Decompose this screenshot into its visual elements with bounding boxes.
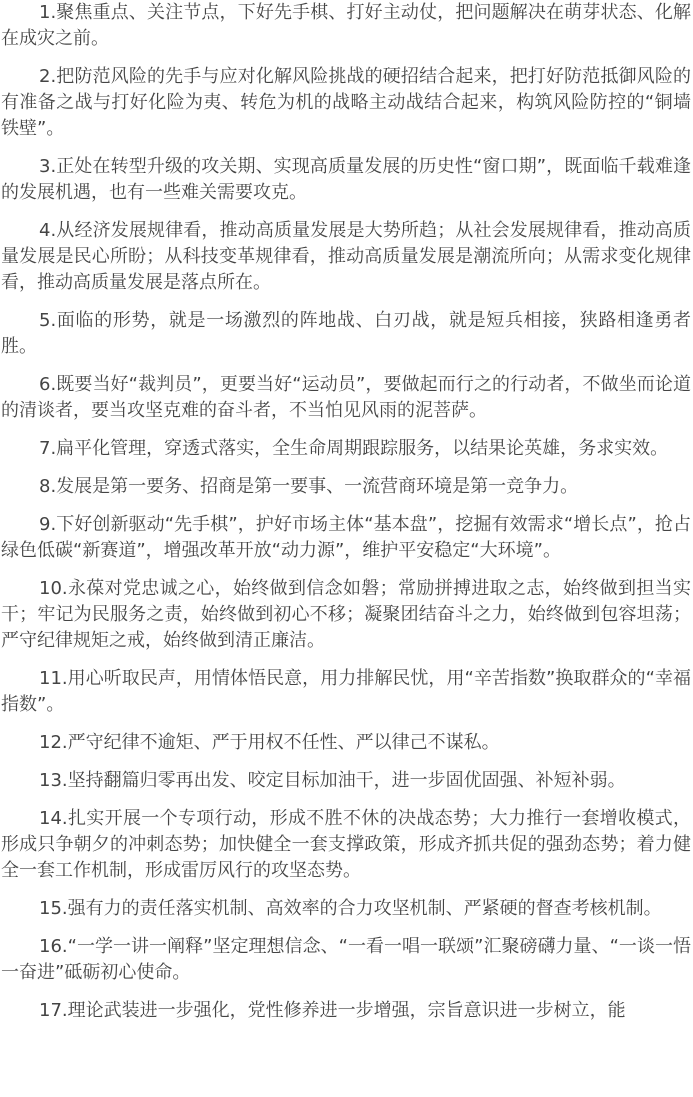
paragraph-3: 3.正处在转型升级的攻关期、实现高质量发展的历史性“窗口期”，既面临千载难逢的发展机遇，也有一些难关需要攻克。 <box>1 156 691 203</box>
paragraph-14: 14.扎实开展一个专项行动，形成不胜不休的决战态势；大力推行一套增收模式，形成只争朝夕的冲刺态势；加快健全一套支撑政策，形成齐抓共促的强劲态势；着力健全一套工作机制，形成雷厉风行的攻坚态势。 <box>1 808 691 881</box>
paragraph-17: 17.理论武装进一步强化，党性修养进一步增强，宗旨意识进一步树立，能 <box>39 1000 626 1021</box>
paragraph-11: 11.用心听取民声，用情体悟民意，用力排解民忧，用“辛苦指数”换取群众的“幸福指数”。 <box>1 668 691 715</box>
paragraph-7: 7.扁平化管理，穿透式落实，全生命周期跟踪服务，以结果论英雄，务求实效。 <box>39 438 669 459</box>
paragraph-6: 6.既要当好“裁判员”，更要当好“运动员”，要做起而行之的行动者，不做坐而论道的清谈者，要当攻坚克难的奋斗者，不当怕见风雨的泥菩萨。 <box>1 374 691 421</box>
paragraph-2: 2.把防范风险的先手与应对化解风险挑战的硬招结合起来，把打好防范抵御风险的有准备之战与打好化险为夷、转危为机的战略主动战结合起来，构筑风险防控的“铜墙铁壁”。 <box>1 66 691 139</box>
paragraph-10: 10.永葆对党忠诚之心，始终做到信念如磐；常励拼搏进取之志，始终做到担当实干；牢记为民服务之责，始终做到初心不移；凝聚团结奋斗之力，始终做到包容坦荡；严守纪律规矩之戒，始终做到清正廉洁。 <box>1 578 691 651</box>
paragraph-5: 5.面临的形势，就是一场激烈的阵地战、白刃战，就是短兵相接，狭路相逢勇者胜。 <box>1 310 691 357</box>
paragraph-13: 13.坚持翻篇归零再出发、咬定目标加油干，进一步固优固强、补短补弱。 <box>39 770 626 791</box>
paragraph-9: 9.下好创新驱动“先手棋”，护好市场主体“基本盘”，挖掘有效需求“增长点”，抢占绿色低碳“新赛道”，增强改革开放“动力源”，维护平安稳定“大环境”。 <box>1 514 691 561</box>
paragraph-4: 4.从经济发展规律看，推动高质量发展是大势所趋；从社会发展规律看，推动高质量发展是民心所盼；从科技变革规律看，推动高质量发展是潮流所向；从需求变化规律看，推动高质量发展是落点所在。 <box>1 220 691 293</box>
paragraph-12: 12.严守纪律不逾矩、严于用权不任性、严以律己不谋私。 <box>39 732 500 753</box>
paragraph-15: 15.强有力的责任落实机制、高效率的合力攻坚机制、严紧硬的督查考核机制。 <box>39 898 662 919</box>
paragraph-8: 8.发展是第一要务、招商是第一要事、一流营商环境是第一竞争力。 <box>39 476 579 497</box>
paragraph-1: 1.聚焦重点、关注节点，下好先手棋、打好主动仗，把问题解决在萌芽状态、化解在成灾之前。 <box>1 2 691 49</box>
paragraph-16: 16.“一学一讲一阐释”坚定理想信念、“一看一唱一联颂”汇聚磅礴力量、“一谈一悟一奋进”砥砺初心使命。 <box>1 936 691 983</box>
